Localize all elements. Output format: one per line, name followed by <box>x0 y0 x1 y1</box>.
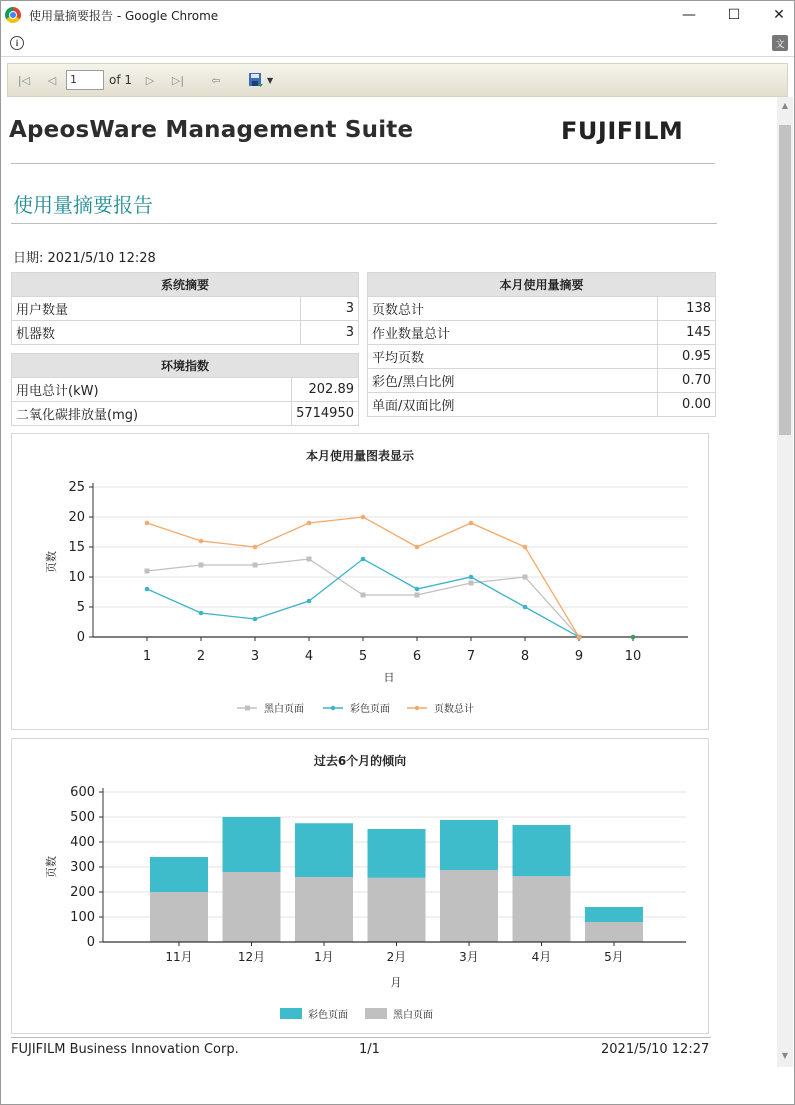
data-point <box>415 587 420 592</box>
data-point <box>523 545 528 550</box>
data-point <box>361 515 366 520</box>
page-number-input[interactable]: 1 <box>66 70 104 90</box>
data-point <box>307 557 312 562</box>
x-tick-label: 1 <box>142 649 152 664</box>
table-row <box>12 321 359 345</box>
bar-color-5 <box>440 820 498 870</box>
y-tick-label: 300 <box>70 860 95 875</box>
report-date: 日期: 2021/5/10 12:28 <box>13 251 156 266</box>
y-tick-label: 0 <box>86 935 95 950</box>
y-tick-label: 500 <box>70 810 95 825</box>
daily-usage-chart <box>11 433 709 730</box>
legend-label: 彩色页面 <box>308 1010 348 1021</box>
first-page-icon[interactable]: |◁ <box>17 73 31 87</box>
data-point <box>577 635 582 640</box>
report-page <box>1 97 777 1067</box>
footer-page: 1/1 <box>359 1042 380 1057</box>
data-point <box>523 605 528 610</box>
table-row <box>368 297 716 321</box>
page-count-label: of 1 <box>109 73 133 87</box>
legend-marker <box>331 706 335 710</box>
y-axis-label: 页数 <box>45 856 58 878</box>
report-viewer-toolbar <box>7 63 788 97</box>
row-value: 0.70 <box>658 369 716 393</box>
y-tick-label: 5 <box>76 600 85 615</box>
data-point <box>145 521 150 526</box>
footer-timestamp: 2021/5/10 12:27 <box>601 1042 710 1057</box>
data-point <box>145 569 150 574</box>
legend-swatch <box>365 1008 387 1019</box>
legend-label: 页数总计 <box>434 704 474 715</box>
address-bar <box>1 29 794 57</box>
y-tick-label: 20 <box>68 510 85 525</box>
data-point <box>361 593 366 598</box>
row-value: 5714950 <box>292 402 359 426</box>
row-label: 单面/双面比例 <box>368 393 658 417</box>
app-title: ApeosWare Management Suite <box>9 117 414 143</box>
scroll-down-icon[interactable]: ▼ <box>781 1051 789 1060</box>
footer-divider <box>11 1037 711 1038</box>
header-divider <box>11 163 715 164</box>
series-line-2 <box>147 559 579 637</box>
row-label: 二氧化碳排放量(mg) <box>12 402 292 426</box>
save-export-icon[interactable] <box>246 70 266 90</box>
bar-color-6 <box>513 825 571 876</box>
y-tick-label: 25 <box>68 480 85 495</box>
legend-swatch <box>280 1008 302 1019</box>
data-point <box>199 563 204 568</box>
x-tick-label: 10 <box>624 649 642 664</box>
title-bar <box>1 1 794 29</box>
x-tick-label: 4 <box>304 649 314 664</box>
footer-company: FUJIFILM Business Innovation Corp. <box>11 1042 239 1057</box>
row-value: 0.95 <box>658 345 716 369</box>
fujifilm-logo: FUJIFILM <box>561 117 684 145</box>
bar-bw-3 <box>295 877 353 942</box>
last-page-icon[interactable]: ▷| <box>171 73 185 87</box>
y-tick-label: 600 <box>70 785 95 800</box>
y-axis-label: 页数 <box>45 551 58 573</box>
x-tick-label: 2 <box>196 649 206 664</box>
legend-label: 黑白页面 <box>264 704 304 715</box>
bar-bw-6 <box>513 876 571 942</box>
window-title: 使用量摘要报告 - Google Chrome <box>29 8 219 23</box>
monthly-summary-header: 本月使用量摘要 <box>368 273 716 297</box>
x-tick-label: 4月 <box>531 950 552 964</box>
x-tick-label: 3 <box>250 649 260 664</box>
y-tick-label: 200 <box>70 885 95 900</box>
table-row <box>12 402 359 426</box>
report-title: 使用量摘要报告 <box>13 193 153 217</box>
y-tick-label: 10 <box>68 570 85 585</box>
monthly-summary-table <box>367 272 716 417</box>
data-point <box>415 545 420 550</box>
bar-bw-5 <box>440 870 498 942</box>
data-point <box>307 599 312 604</box>
env-index-table <box>11 353 359 426</box>
back-icon[interactable]: ⇦ <box>211 73 221 87</box>
data-point <box>469 581 474 586</box>
chart-title: 过去6个月的倾向 <box>313 754 407 768</box>
chrome-icon <box>5 7 21 23</box>
data-point <box>145 587 150 592</box>
data-point <box>415 593 420 598</box>
legend-marker <box>415 706 419 710</box>
row-value: 202.89 <box>292 378 359 402</box>
x-tick-label: 7 <box>466 649 476 664</box>
row-label: 作业数量总计 <box>368 321 658 345</box>
row-label: 平均页数 <box>368 345 658 369</box>
y-tick-label: 100 <box>70 910 95 925</box>
x-tick-label: 5 <box>358 649 368 664</box>
vertical-scrollbar[interactable] <box>777 97 793 1067</box>
table-row <box>368 321 716 345</box>
x-tick-label: 11月 <box>165 950 193 964</box>
system-summary-table <box>11 272 359 345</box>
bar-bw-4 <box>368 878 426 942</box>
x-tick-label: 3月 <box>459 950 479 964</box>
x-tick-label: 2月 <box>386 950 407 964</box>
row-value: 3 <box>301 297 359 321</box>
legend-label: 黑白页面 <box>393 1010 433 1021</box>
x-axis-label: 月 <box>390 976 402 989</box>
table-row <box>368 345 716 369</box>
row-label: 页数总计 <box>368 297 658 321</box>
row-label: 机器数 <box>12 321 301 345</box>
info-icon[interactable]: i <box>10 36 24 50</box>
data-point <box>469 575 474 580</box>
x-tick-label: 12月 <box>237 950 266 964</box>
title-divider <box>11 223 717 224</box>
row-label: 用户数量 <box>12 297 301 321</box>
bar-color-3 <box>295 823 353 877</box>
bar-chart-svg <box>12 739 708 1033</box>
bar-color-7 <box>585 907 643 922</box>
row-label: 彩色/黑白比例 <box>368 369 658 393</box>
scroll-up-icon[interactable]: ▲ <box>781 101 789 110</box>
x-tick-label: 5月 <box>604 950 624 964</box>
line-chart-svg <box>12 434 708 729</box>
y-tick-label: 0 <box>76 630 85 645</box>
x-tick-label: 8 <box>520 649 530 664</box>
data-point <box>253 563 258 568</box>
row-value: 0.00 <box>658 393 716 417</box>
scroll-thumb[interactable] <box>779 125 791 435</box>
legend-label: 彩色页面 <box>350 704 390 715</box>
export-dropdown-icon[interactable]: ▼ <box>267 75 274 85</box>
table-row <box>12 378 359 402</box>
chart-title: 本月使用量图表显示 <box>305 449 414 463</box>
bar-bw-2 <box>223 872 281 942</box>
bar-bw-7 <box>585 922 643 942</box>
x-axis-label: 日 <box>383 671 395 684</box>
data-point <box>523 575 528 580</box>
prev-page-icon[interactable]: ◁ <box>47 73 57 87</box>
data-point <box>199 611 204 616</box>
data-point <box>469 521 474 526</box>
row-value: 3 <box>301 321 359 345</box>
system-summary-header: 系统摘要 <box>12 273 359 297</box>
data-point <box>361 557 366 562</box>
data-point <box>253 617 258 622</box>
six-month-trend-chart <box>11 738 709 1034</box>
x-tick-label: 6 <box>412 649 422 664</box>
bar-bw-1 <box>150 892 208 942</box>
data-point <box>253 545 258 550</box>
env-index-header: 环境指数 <box>12 354 359 378</box>
y-tick-label: 15 <box>68 540 85 555</box>
bar-color-2 <box>223 817 281 872</box>
minimize-button[interactable]: — <box>682 7 696 23</box>
x-tick-label: 1月 <box>314 950 334 964</box>
data-point <box>307 521 312 526</box>
data-point <box>199 539 204 544</box>
next-page-icon[interactable]: ▷ <box>145 73 155 87</box>
data-point <box>631 635 636 640</box>
row-value: 138 <box>658 297 716 321</box>
close-button[interactable]: ✕ <box>773 7 785 23</box>
row-label: 用电总计(kW) <box>12 378 292 402</box>
table-row <box>368 369 716 393</box>
x-tick-label: 9 <box>574 649 584 664</box>
legend-marker <box>245 706 250 711</box>
bar-color-4 <box>368 829 426 878</box>
y-tick-label: 400 <box>70 835 95 850</box>
table-row <box>12 297 359 321</box>
maximize-button[interactable]: ☐ <box>727 7 741 23</box>
translate-icon[interactable]: 文 <box>772 35 788 51</box>
table-row <box>368 393 716 417</box>
series-line-1 <box>147 559 579 637</box>
row-value: 145 <box>658 321 716 345</box>
bar-color-1 <box>150 857 208 892</box>
